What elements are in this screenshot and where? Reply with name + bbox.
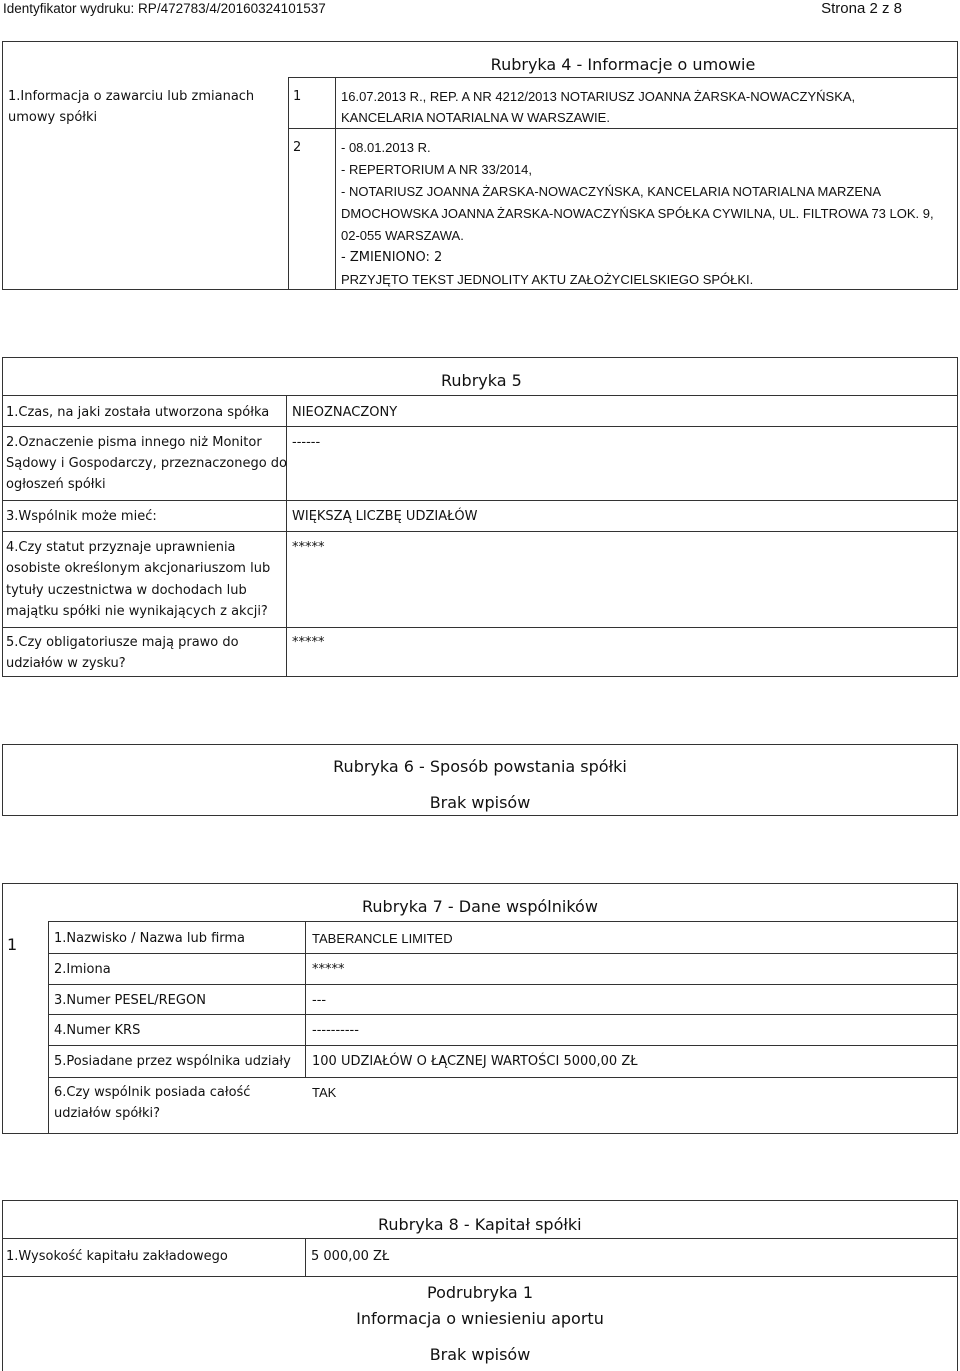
entry-number: 2 xyxy=(293,140,302,155)
field-value: ***** xyxy=(312,962,345,977)
field-label: osobiste określonym akcjonariuszom lub xyxy=(6,561,271,576)
field-label: 4.Czy statut przyznaje uprawnienia xyxy=(6,540,236,555)
field-value: ---------- xyxy=(312,1023,359,1038)
field-value: TABERANCLE LIMITED xyxy=(312,931,453,946)
field-value: 100 UDZIAŁÓW O ŁĄCZNEJ WARTOŚCI 5000,00 ZŁ xyxy=(312,1054,638,1069)
rubryka-4-label-line: 1.Informacja o zawarciu lub zmianach xyxy=(8,89,255,104)
field-label: udziałów spółki? xyxy=(54,1106,161,1121)
entry-number: 1 xyxy=(293,89,302,104)
rubryka-6-empty: Brak wpisów xyxy=(429,793,531,812)
podrubryka-empty: Brak wpisów xyxy=(429,1345,531,1364)
field-label: Sądowy i Gospodarczy, przeznaczonego do xyxy=(6,456,287,471)
entry-line: - 08.01.2013 R. xyxy=(341,140,431,155)
field-label: 3.Wspólnik może mieć: xyxy=(6,509,157,524)
field-label: 1.Czas, na jaki została utworzona spółka xyxy=(6,405,270,420)
field-value: 5 000,00 ZŁ xyxy=(311,1249,390,1264)
field-label: 5.Czy obligatoriusze mają prawo do xyxy=(6,635,239,650)
field-value: ***** xyxy=(292,635,325,650)
partner-index: 1 xyxy=(7,935,18,954)
field-label: ogłoszeń spółki xyxy=(6,477,106,492)
field-label: 1.Wysokość kapitału zakładowego xyxy=(6,1249,228,1264)
print-identifier: Identyfikator wydruku: RP/472783/4/20160324101537 xyxy=(3,1,326,16)
field-value: ***** xyxy=(292,540,325,555)
field-label: 5.Posiadane przez wspólnika udziały xyxy=(54,1054,291,1069)
podrubryka-title: Podrubryka 1 xyxy=(427,1283,533,1302)
field-label: 3.Numer PESEL/REGON xyxy=(54,993,206,1008)
field-label: 1.Nazwisko / Nazwa lub firma xyxy=(54,931,246,946)
field-label: majątku spółki nie wynikających z akcji? xyxy=(6,604,268,619)
rubryka-7-title: Rubryka 7 - Dane wspólników xyxy=(362,897,598,916)
field-value: WIĘKSZĄ LICZBĘ UDZIAŁÓW xyxy=(292,509,478,524)
field-value: --- xyxy=(312,993,327,1008)
rubryka-8-title: Rubryka 8 - Kapitał spółki xyxy=(378,1215,582,1234)
field-value: NIEOZNACZONY xyxy=(292,405,398,420)
podrubryka-subtitle: Informacja o wniesieniu aportu xyxy=(356,1309,604,1328)
field-label: udziałów w zysku? xyxy=(6,656,126,671)
entry-line: - ZMIENIONO: 2 xyxy=(341,250,443,265)
field-label: 4.Numer KRS xyxy=(54,1023,141,1038)
field-value: TAK xyxy=(312,1085,337,1100)
rubryka-5-title: Rubryka 5 xyxy=(441,371,522,390)
entry-line: DMOCHOWSKA JOANNA ŻARSKA-NOWACZYŃSKA SPÓŁKA CYWILNA, UL. FILTROWA 73 LOK. 9, xyxy=(341,206,934,221)
page-number: Strona 2 z 8 xyxy=(821,0,902,17)
field-label: 6.Czy wspólnik posiada całość xyxy=(54,1085,251,1100)
entry-line: - NOTARIUSZ JOANNA ŻARSKA-NOWACZYŃSKA, KANCELARIA NOTARIALNA MARZENA xyxy=(341,184,882,199)
entry-line: PRZYJĘTO TEKST JEDNOLITY AKTU ZAŁOŻYCIELSKIEGO SPÓŁKI. xyxy=(341,272,754,287)
field-label: 2.Imiona xyxy=(54,962,111,977)
rubryka-6-title: Rubryka 6 - Sposób powstania spółki xyxy=(333,757,627,776)
entry-line: 02-055 WARSZAWA. xyxy=(341,228,464,243)
entry-line: 16.07.2013 R., REP. A NR 4212/2013 NOTARIUSZ JOANNA ŻARSKA-NOWACZYŃSKA, xyxy=(341,89,856,104)
field-label: 2.Oznaczenie pisma innego niż Monitor xyxy=(6,435,262,450)
rubryka-4-label-line: umowy spółki xyxy=(8,110,98,125)
field-label: tytuły uczestnictwa w dochodach lub xyxy=(6,583,247,598)
field-value: ------ xyxy=(292,435,321,450)
entry-line: KANCELARIA NOTARIALNA W WARSZAWIE. xyxy=(341,110,610,125)
entry-line: - REPERTORIUM A NR 33/2014, xyxy=(341,162,532,177)
rubryka-4-title: Rubryka 4 - Informacje o umowie xyxy=(490,55,756,74)
